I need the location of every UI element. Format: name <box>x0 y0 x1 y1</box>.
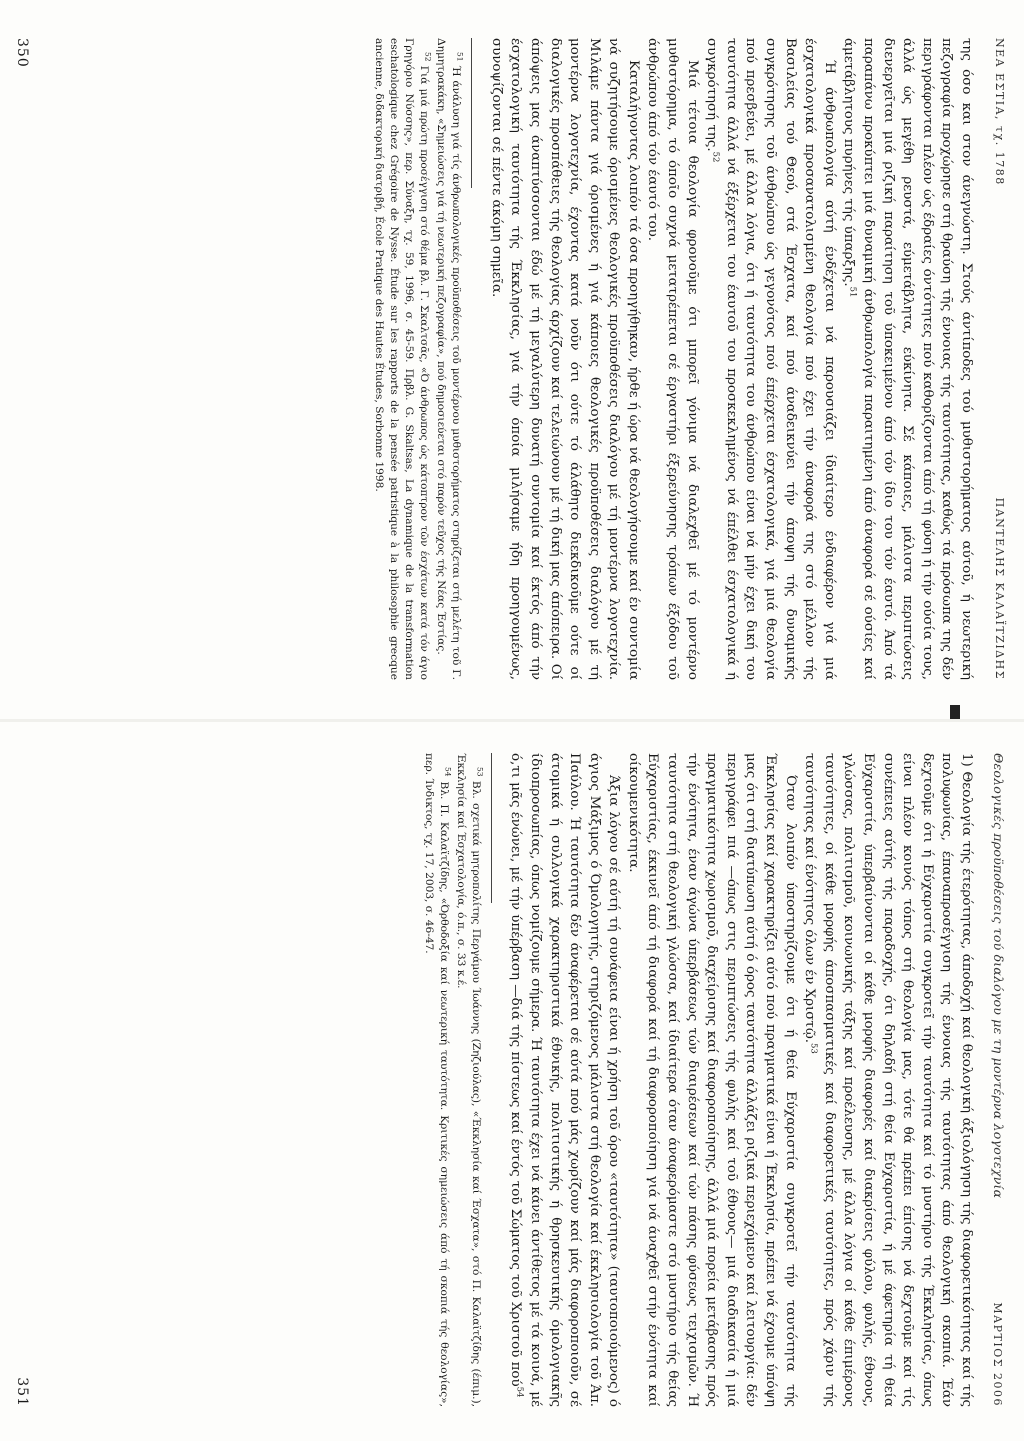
footnote: $^{51}$ Ή άνάλυση γιά τίς άνθρωπολογικές προϋποθέσεις τοῦ μοντέρνου μυθιστορήματος στηρίζεται στή μελέτη τοῦ Γ. Δημητρακάκη, «Σημειώσεις γιά τή νεωτερική πεζογραφία», πού δημοσιεύεται στό παρόν τεῦχος τής Νέας Έστίας. <box>435 38 465 681</box>
footnote-ref: 54 <box>514 1386 525 1398</box>
footnote-ref: 51 <box>847 286 858 298</box>
footnote: $^{54}$ Βλ. Π. Καλαϊτζίδης, «Όρθοδοξία καί νεωτερική ταυτότητα. Κριτικές σημειώσεις άπό τή σκοπιά τής θεολογίας», περ. Ίνδικτος, τχ. 17, 2003, σ. 46-47. <box>422 753 453 1407</box>
footnotes <box>421 753 483 1407</box>
paragraph: Μιά τέτοια θεολογία φρονοῦμε ότι μπορεῖ γόνιμα νά διαλεχθεῖ μέ τό μοντέρνο μυθιστόρημα, τό όποῖο συχνά μετατρέπεται σέ έργαστήρι έξερεύνησης τρόπων έξόδου τοῦ άνθρώπου άπό τόν έαυτό του. <box>645 38 700 680</box>
paragraph: της όσο και στον άνεγνώστη. Στούς άντίποδες τού μυθιστορήματος αύτοῦ, ή νεωτερική πεζογραφία προχώρησε στή θραύση τῆς έννοιας τής ταυτότητας, καθώς τά πρόσωπα της δέν περιγράφονται πλέον ώς έδραίες όντότητες πού καθορίζονται άπό τή φύση ή τήν ούσία τους, άλλά ώς μεγέθη ρευστά, εύμετάβλητα, εύκίνητα. Σέ κάποιες, μάλιστα περιπτώσεις διενεργεῖται μιά ριζική παραίτηση τοῦ ύποκειμένου άπό τόν ίδιο του τόν έαυτό. Άπό τά παραπάνω προκύπτει μιά δυναμική άνθρωπολογία παραιτημένη άπό άναφορά σέ ούσίες καί άμετάβλητους πυρήνες τής ύπαρξης.$^{51}$ <box>841 38 974 680</box>
paragraph: 1) Θεολογία τής έτερότητας, άποδοχή καί θεολογική άξιολόγηση τής διαφορετικότητας καί τής πολυφωνίας, έπαναπροσέγγιση τής έννοιας τής ταυτότητας άπό θεολογική σκοπιά. Έάν δεχτοῦμε ότι ή Εύχαριστία συγκροτεῖ τήν ταυτότητα καί τό μυστήριο τής Έκκλησίας, όπως είναι πλέον κοινός τόπος στή θεολογία μας, τότε θά πρέπει έπίσης νά δεχτοῦμε καί τίς συνέπειες αύτής τής παραδοχής, ότι δηλαδή στή θεία Εύχαριστία, ή μέ άφετηρία τή θεία Εύχαριστία, ύπερβαίνονται οί κάθε μορφής διαφορές καί διακρίσεις φύλου, φυλής, έθνους, γλώσσας, πολιτισμοῦ, κοινωνικής τάξης καί προέλευσης, μέ άλλα λόγια οί κάθε έπιμέρους ταυτότητες, οί κάθε μορφής άποσπασματικές καί διαφορετικές ταυτότητες, πρός χάριν τής ταυτότητας καί ένότητος όλων έν Χριστῷ.$^{53}$ <box>802 753 974 1407</box>
paragraph: Άξια λόγου σέ αύτή τή συνάφεια είναι ή χρήση τοῦ όρου «ταυτότητα» (ταυτοποιούμενος) ό άγιος Μάξιμος ό Όμολογητής, στηριζόμενος μάλιστα στή θεολογία καί έκκλησιολογία τοῦ Άπ. Παύλου. Ή ταυτότητα δέν άναφέρεται σέ αύτά πού μάς χωρίζουν καί μάς διαφοροποιοῦν, σέ άτομικά ή συλλογικά χαρακτηριστικά έθνικής, πολιτιστικής ή θρησκευτικής όμολογιακῆς ίδιοπροσωπίας, όπως νομίζουμε σήμερα. Ή ταυτότητα έχει νά κάνει άντίθετος μέ τά κοινά, μέ ό,τι μᾶς ένώνει, μέ τήν ύπέρβαση —διά τής πίστεως καί έντός τοῦ Σώματος τοῦ Χριστοῦ πού$^{54}$ <box>508 753 622 1407</box>
journal-issue: ΝΕΑ ΕΣΤΙΑ, τχ. 1788 <box>993 38 1006 186</box>
author-name: ΠΑΝΤΕΛΗΣ ΚΑΛΑΪΤΖΙΔΗΣ <box>993 497 1006 680</box>
footnote-rule <box>491 753 492 903</box>
running-head <box>984 753 1006 1407</box>
paragraph: Καταλήγοντας λοιπόν τά όσα προηγήθηκαν, ήρθε ή ώρα νά θεολογήσουμε καί έν συντομία νά συζητήσουμε όρισμένες θεολογικές προϋποθέσεις διαλόγου μέ τή μοντέρνα λογοτεχνία. Μιλάμε πάντα γιά όρισμένες ή γιά κάποιες θεολογικές προϋποθέσεις διαλόγου μέ τή μοντέρνα λογοτεχνία, έχοντας κατά νοῦν ότι ούτε τό άλάθητο διεκδικοῦμε ούτε οί διαλογικές προσπάθειες τής θεολογίας άρχίζουν καί τελειώνουν μέ τή δική μας άπόπειρα. Οί άπόψεις μας άναπτύσσονται έδώ μέ τή μεγαλύτερη δυνατή συντομία καί έκτός άπό τήν έσχατολογική ταυτότητα τής Έκκλησίας, γιά τήν όποία μιλήσαμε ήδη προηγουμένως, συνοψίζονται σέ πέντε άκόμη σημεῖα. <box>488 38 641 680</box>
paragraph: Ή άνθρωπολογία αύτή ένδέχεται νά παρουσιάζει ίδιαίτερο ένδιαφέρον γιά μιά έσχατολογικά προσανατολισμένη θεολογία πού έχει τήν άναφορά της στό μέλλον τής Βασιλείας τού Θεού, στά Έσχατα, καί πού άναδεικνύει τήν άποψη τής δυναμικής συγκρότησης τοῦ άνθρώπου ώς γεγονότος πού έπέρχεται έσχατολογικά, γιά μιά θεολογία πού πρεσβεύει, μέ άλλα λόγια, ότι ή ταυτότητα του άνθρώπου είναι νά μήν έχει δική του ταυτότητα άλλά νά έξέρχεται του έαυτοῦ του προσκεκλημένος νά έπέλθει έσχατολογικά ή συγκρότησή της.$^{52}$ <box>704 38 837 680</box>
footnote: $^{53}$ Βλ. σχετικά μητροπολίτης Περγάμου Ίωάννης (Ζηζιούλας), «Έκκλησία καί Έσχατα», στό Π. Καλαϊτζίδης (έπιμ.), Έκκλησία καί Έσχατολογία, ό.π., σ. 33 κ.έ. <box>454 753 485 1407</box>
footnote-ref: 53 <box>808 1043 819 1054</box>
body-text <box>506 753 976 1407</box>
page-number: 351 <box>14 1377 30 1407</box>
issue-date: ΜΑΡΤΙΟΣ 2006 <box>991 1302 1004 1407</box>
chapter-title: Θεολογικές προϋποθέσεις τού διαλόγου με τη μοντέρνα λογοτεχνία <box>991 753 1006 1199</box>
footnotes <box>371 38 463 680</box>
running-head <box>984 38 1006 680</box>
body-text <box>486 38 976 680</box>
paragraph: Όταν λοιπόν ύποστηρίζουμε ότι ή θεία Εύχαριστία συγκροτεῖ τήν ταυτότητα τής Έκκλησίας καί χαρακτηρίζει αύτό πού πραγματικά είναι ή Έκκλησία, πρέπει νά έχουμε ύπόψη μας ότι στή διατύπωση αύτή ό όρος ταυτότητα άλλάζει ριζικά περιεχόμενο καί λειτουργία: δέν περιγράφει πιά —όπως στις περιπτώσεις τής φυλής καί τοῦ έθνους— μιά διαδικασία ή μιά πραγματικότητα χωρισμοῦ, διαχείρισης καί διαφοροποίησης, άλλά μιά πορεία μετάβασης πρός τήν ένότητα, έναν άγώνα ύπερβάσεως τών διαιρέσεων καί τών πάσης φύσεως τειχισμῶν. Ή ταυτότητα στή θεολογική γλώσσα, καί ίδιαίτερα όταν άναφερόμαστε στό μυστήριο τής θείας Εύχαριστίας, έκκινεῖ άπό τή διαφορά καί τή διαφοροποίηση γιά νά άναχθεῖ στήν ένότητα καί οίκουμενικότητα. <box>625 753 798 1407</box>
right-page <box>0 721 1024 1441</box>
footnote-rule <box>471 38 472 188</box>
footnote: $^{52}$ Γιά μιά πρώτη προσέγγιση στό θέμα βλ. Γ. Σκαλτσᾶς, «Ό άνθρωπος ώς κάτοπτρον τῶν έσχάτων κατά τόν άγιο Γρηγόριο Νύσσης», περ. Σύναξη, τχ. 59, 1996, σ. 45-59. Πρβλ. G. Skaltsas, La dynamique de la transformation eschatologique chez Grégoire de Nysse. Étude sur les rapports de la pensée patristique à la philosophie grecque ancienne, διδακτορική διατριβή, École Pratique des Hautes Études, Sorbonne 1998. <box>373 38 433 680</box>
footnote-ref: 52 <box>710 151 721 163</box>
left-page <box>0 0 1024 720</box>
page-number: 350 <box>14 38 30 68</box>
